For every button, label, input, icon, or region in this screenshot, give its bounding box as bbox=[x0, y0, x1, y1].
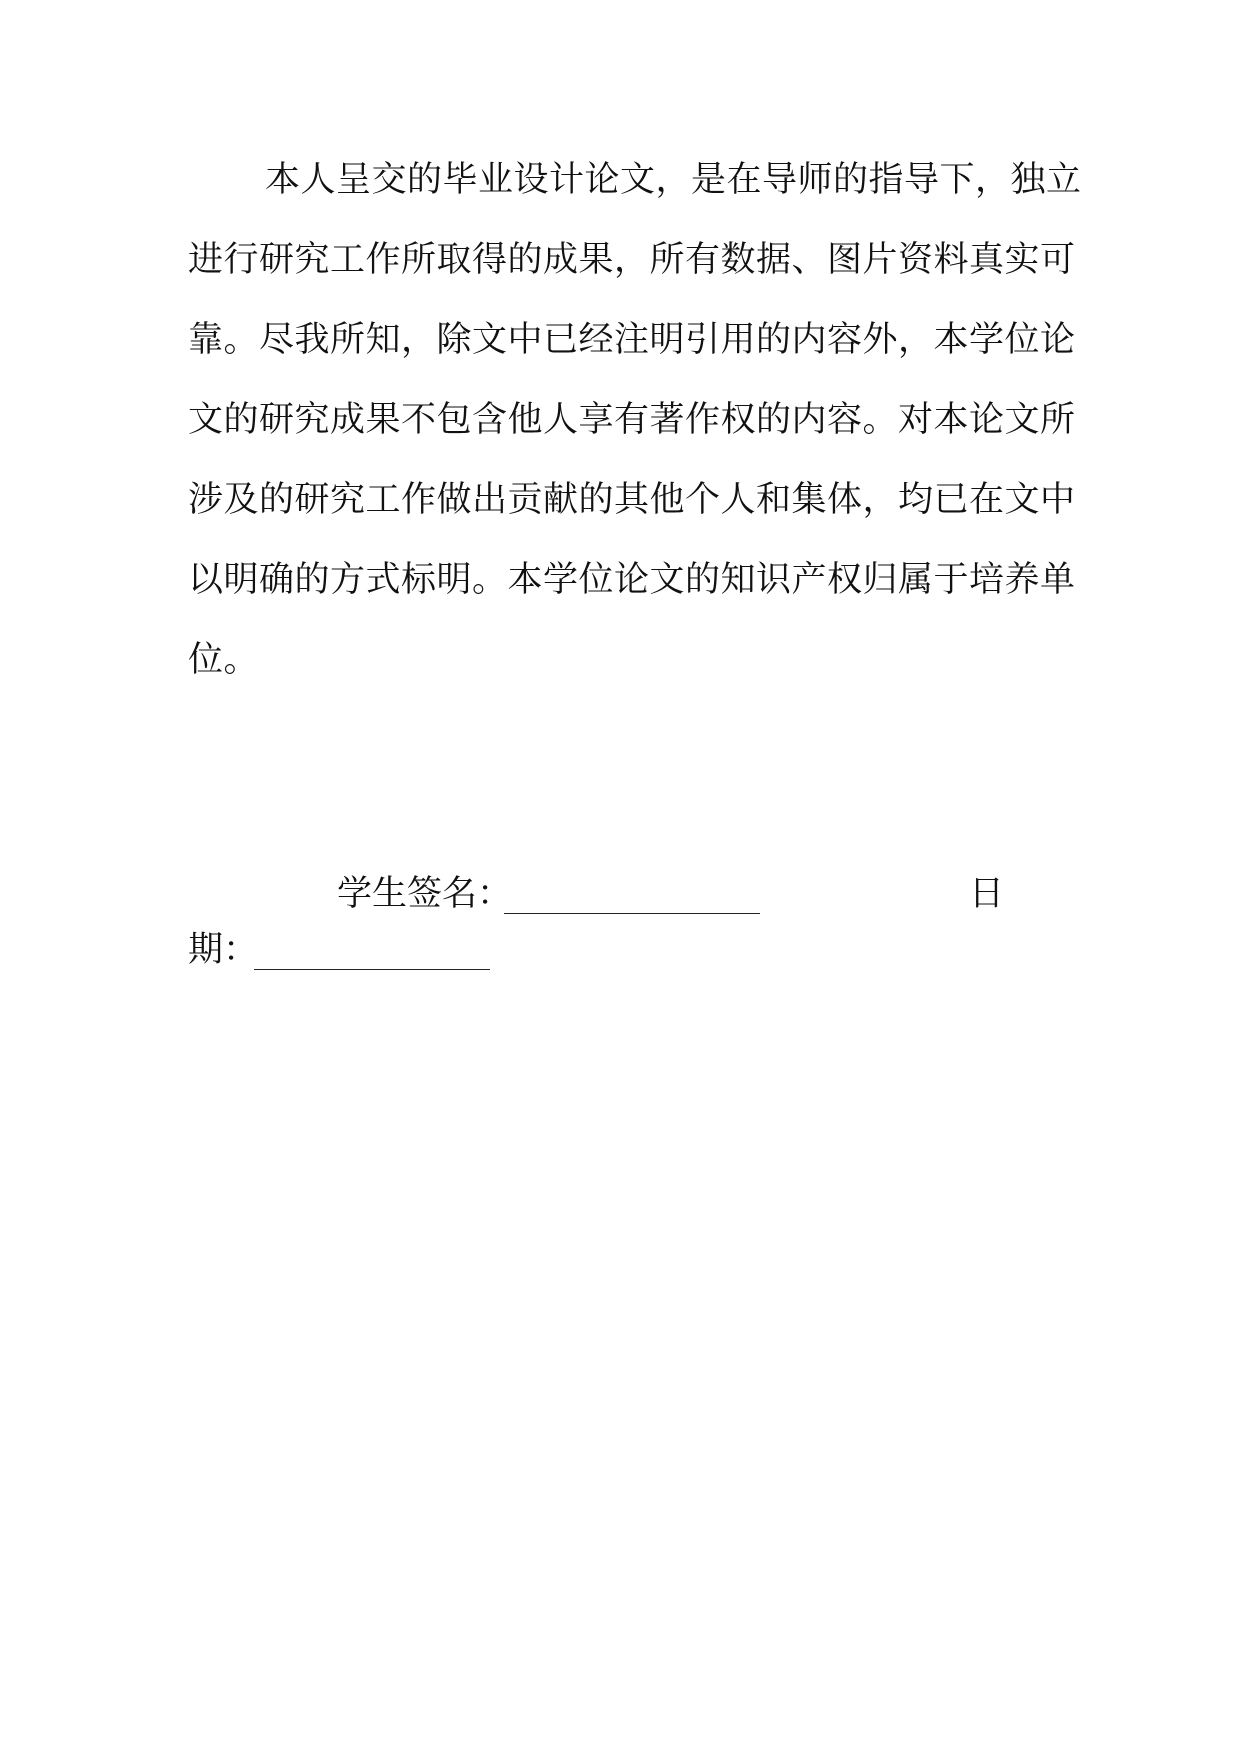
declaration-paragraph bbox=[188, 140, 1082, 700]
declaration-line: 以明确的方式标明。本学位论文的知识产权归属于培养单 bbox=[188, 560, 1076, 600]
date-line[interactable] bbox=[254, 969, 490, 970]
date-label-end: 期： bbox=[188, 930, 259, 970]
student-signature-line[interactable] bbox=[504, 913, 760, 914]
date-label-start: 日 bbox=[969, 874, 1005, 914]
declaration-line: 进行研究工作所取得的成果，所有数据、图片资料真实可 bbox=[188, 240, 1076, 280]
declaration-line: 位。 bbox=[188, 640, 260, 680]
declaration-line: 文的研究成果不包含他人享有著作权的内容。对本论文所 bbox=[188, 400, 1076, 440]
student-signature-label: 学生签名： bbox=[337, 874, 513, 914]
declaration-line: 靠。尽我所知，除文中已经注明引用的内容外，本学位论 bbox=[188, 320, 1076, 360]
declaration-line: 涉及的研究工作做出贡献的其他个人和集体，均已在文中 bbox=[188, 480, 1076, 520]
declaration-line: 本人呈交的毕业设计论文，是在导师的指导下，独立 bbox=[265, 160, 1082, 200]
